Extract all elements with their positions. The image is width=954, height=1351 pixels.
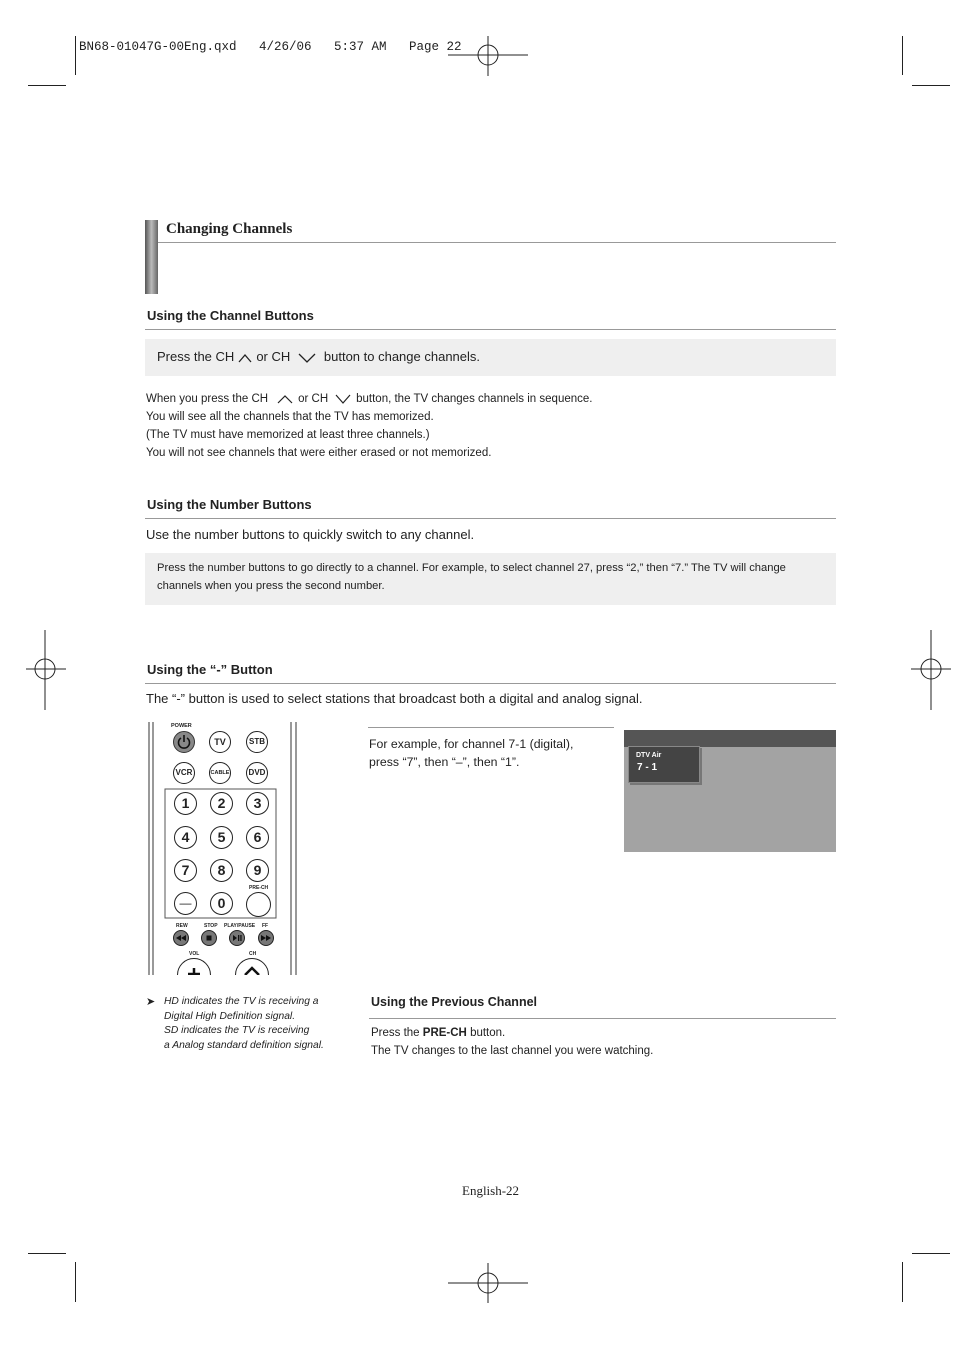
zero-button[interactable]: 0 xyxy=(210,892,233,915)
ch-label: CH xyxy=(249,951,257,957)
dash-instruction: The “-” button is used to select stations that broadcast both a digital and analog signal. xyxy=(146,691,643,706)
dash-example: For example, for channel 7-1 (digital), press “7”, then “–”, then “1”. xyxy=(369,737,574,769)
channel-osd xyxy=(628,746,700,783)
chevron-up-icon xyxy=(236,959,268,975)
prech-button[interactable] xyxy=(246,892,271,917)
channel-notes xyxy=(146,390,592,462)
note-line: When you press the CH or CH button, the TV changes channels in sequence. xyxy=(146,393,593,405)
power-button[interactable] xyxy=(173,731,195,753)
digit-button[interactable]: 5 xyxy=(210,826,233,849)
file-info: BN68-01047G-00Eng.qxd 4/26/06 5:37 AM Page 22 xyxy=(79,40,462,54)
digit-button[interactable]: 3 xyxy=(246,792,269,815)
registration-mark-icon xyxy=(26,630,66,710)
number-note xyxy=(157,559,786,595)
ff-button[interactable] xyxy=(258,930,274,946)
rew-button[interactable] xyxy=(173,930,189,946)
title-rule xyxy=(158,242,836,243)
stop-label: STOP xyxy=(204,923,218,929)
note-line: Press the number buttons to go directly to a channel. For example, to select channel 27, press “2,” then “7.” The TV will change xyxy=(157,562,786,574)
note-line: You will not see channels that were either erased or not memorized. xyxy=(146,447,492,459)
crop-mark xyxy=(912,85,950,86)
channel-instruction: Press the CH or CH button to change channels. xyxy=(157,349,481,364)
registration-mark-icon xyxy=(911,630,951,710)
tv-screen xyxy=(624,730,836,852)
crop-mark xyxy=(75,1262,76,1302)
side-note: ➤ HD indicates the TV is receiving a Digital High Definition signal. SD indicates the TV is receiving a Analog standard definition signal. xyxy=(146,996,324,1051)
section-rule xyxy=(369,1018,836,1019)
remote-control xyxy=(147,722,299,975)
digit-button[interactable]: 2 xyxy=(210,792,233,815)
dvd-button[interactable]: DVD xyxy=(246,762,268,784)
digit-button[interactable]: 8 xyxy=(210,859,233,882)
rew-label: REW xyxy=(176,923,188,929)
prech-inline: PRE-CH xyxy=(422,1027,467,1039)
section-rule xyxy=(145,683,836,684)
play-pause-icon xyxy=(230,931,244,945)
chevron-down-icon xyxy=(298,353,316,363)
digit-button[interactable]: 9 xyxy=(246,859,269,882)
tv-button[interactable]: TV xyxy=(209,731,231,753)
crop-mark xyxy=(28,85,66,86)
chevron-down-icon xyxy=(334,394,352,404)
digit-button[interactable]: 1 xyxy=(174,792,197,815)
prech-label: PRE-CH xyxy=(249,885,269,891)
arrow-right-icon: ➤ xyxy=(146,996,156,1008)
vol-label: VOL xyxy=(189,951,200,957)
stop-button[interactable] xyxy=(201,930,217,946)
section-rule xyxy=(145,518,836,519)
section-heading-channel-buttons: Using the Channel Buttons xyxy=(147,308,314,323)
crop-mark xyxy=(75,36,76,75)
ch-up-button[interactable] xyxy=(235,958,269,975)
osd-channel: 7 - 1 xyxy=(637,762,658,773)
fast-forward-icon xyxy=(259,931,273,945)
tv-screen-top-bar xyxy=(624,730,836,747)
osd-source: DTV Air xyxy=(636,752,662,759)
digit-button[interactable]: 4 xyxy=(174,826,197,849)
section-heading-previous-channel: Using the Previous Channel xyxy=(371,995,538,1009)
vol-up-button[interactable] xyxy=(177,958,211,975)
section-heading-number-buttons: Using the Number Buttons xyxy=(147,497,312,512)
digit-button[interactable]: 7 xyxy=(174,859,197,882)
playpause-label: PLAY/PAUSE xyxy=(224,923,256,929)
registration-mark-icon xyxy=(448,1263,528,1303)
power-icon xyxy=(174,732,194,752)
power-label: POWER xyxy=(171,723,192,729)
crop-mark xyxy=(912,1253,950,1254)
crop-mark xyxy=(902,36,903,75)
crop-mark xyxy=(28,1253,66,1254)
note-line: You will see all the channels that the TV has memorized. xyxy=(146,411,434,423)
number-instruction: Use the number buttons to quickly switch to any channel. xyxy=(146,527,475,542)
playpause-button[interactable] xyxy=(229,930,245,946)
note-line: (The TV must have memorized at least three channels.) xyxy=(146,429,430,441)
digit-button[interactable]: 6 xyxy=(246,826,269,849)
section-heading-dash-button: Using the “-” Button xyxy=(147,662,273,677)
chevron-up-icon xyxy=(276,394,294,404)
dash-button[interactable]: — xyxy=(174,892,197,915)
previous-channel-text: Press the PRE-CH button. The TV changes to the last channel you were watching. xyxy=(371,1027,654,1057)
page-number: English-22 xyxy=(462,1183,520,1198)
note-line: channels when you press the second number. xyxy=(157,580,385,592)
section-rule xyxy=(145,329,836,330)
cable-button[interactable]: CABLE xyxy=(209,762,231,784)
stb-button[interactable]: STB xyxy=(246,731,268,753)
title-bar xyxy=(145,220,158,294)
ff-label: FF xyxy=(262,923,269,929)
plus-icon xyxy=(178,959,210,975)
chevron-up-icon xyxy=(238,353,252,363)
rewind-icon xyxy=(174,931,188,945)
stop-icon xyxy=(202,931,216,945)
vcr-button[interactable]: VCR xyxy=(173,762,195,784)
example-rule xyxy=(368,727,614,728)
crop-mark xyxy=(902,1262,903,1302)
page-title: Changing Channels xyxy=(166,221,293,237)
